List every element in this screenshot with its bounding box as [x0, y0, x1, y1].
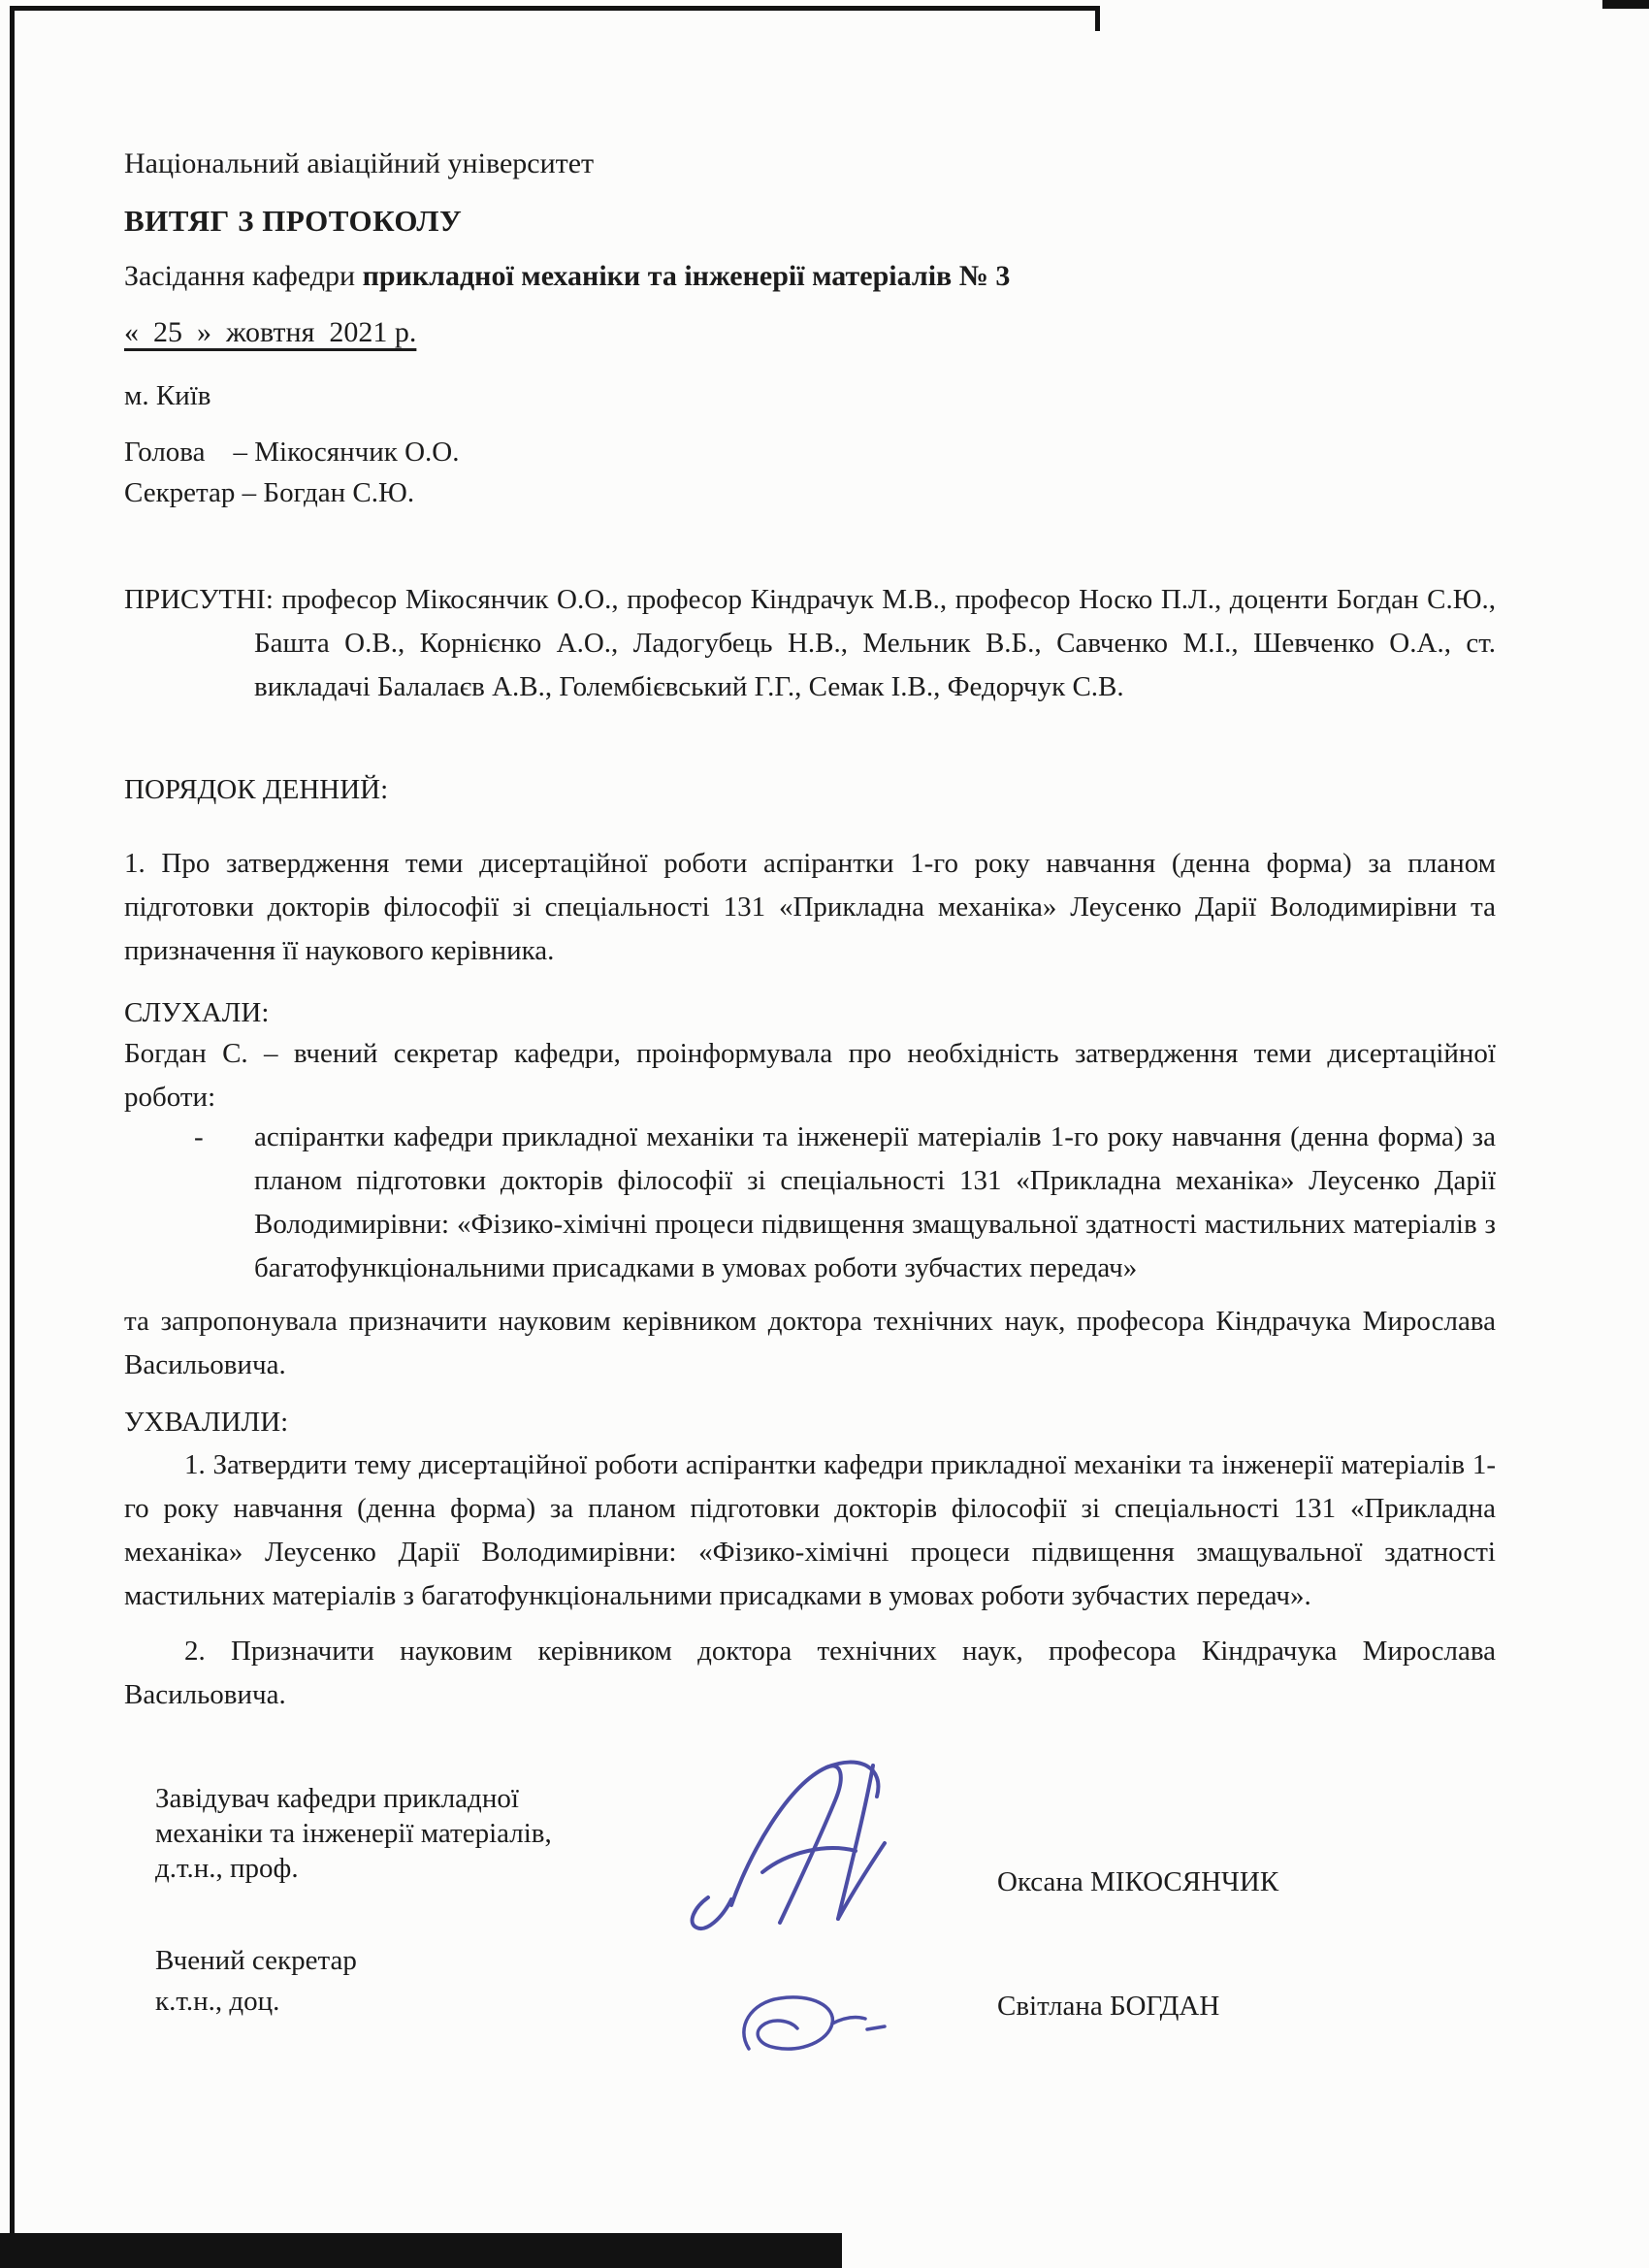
signatory-1-title [155, 1781, 552, 1886]
meeting-line [124, 260, 1010, 293]
resolved-heading: УХВАЛИЛИ: [124, 1407, 289, 1438]
heard-bullet-item [124, 1116, 1496, 1290]
scan-edge-top-right [1602, 0, 1649, 9]
resolved-item-1: 1. Затвердити тему дисертаційної роботи аспірантки кафедри прикладної механіки та інженерії матеріалів 1-го року навчання (денна форма) за планом підготовки докторів філософії зі спеціальності 131 «Прикладна механіка» Леусенко Дарії Володимирівни: «Фізико-хімічні процеси підвищення змащувальної здатності мастильних матеріалів з багатофункціональними присадками в умовах роботи зубчастих передач». [124, 1449, 1496, 1611]
scan-edge-left [10, 6, 15, 2262]
agenda-item-1: 1. Про затвердження теми дисертаційної роботи аспірантки 1-го року навчання (денна форма) за планом підготовки докторів філософії зі спеціальності 131 «Прикладна механіка» Леусенко Дарії Володимирівни та призначення її наукового керівника. [124, 848, 1496, 966]
heard-intro: Богдан С. – вчений секретар кафедри, проінформувала про необхідність затвердження теми дисертаційної роботи: [124, 1038, 1496, 1113]
document-title: ВИТЯГ З ПРОТОКОЛУ [124, 204, 463, 238]
heard-outro: та запропонувала призначити науковим керівником доктора технічних наук, професора Кіндрачука Мирослава Васильовича. [124, 1306, 1496, 1380]
secretary-line: Секретар – Богдан С.Ю. [124, 477, 415, 508]
scan-edge-top [10, 6, 1100, 11]
signatory-2-title [155, 1940, 357, 2022]
heard-bullet-text: аспірантки кафедри прикладної механіки та інженерії матеріалів 1-го року навчання (денна форма) за планом підготовки докторів філософії зі спеціальності 131 «Прикладна механіка» Леусенко Дарії Володимирівни: «Фізико-хімічні процеси підвищення змащувальної здатності мастильних матеріалів з багатофункціональними присадками в умовах роботи зубчастих передач» [254, 1121, 1496, 1283]
attendees-names: професор Мікосянчик О.О., професор Кіндрачук М.В., професор Носко П.Л., доценти Богдан С.Ю., Башта О.В., Корнієнко А.О., Ладогубець Н.В., Мельник В.Б., Савченко М.І., Шевченко О.А., ст. викладачі Балалаєв А.В., Голембієвський Г.Г., Семак І.В., Федорчук С.В. [254, 584, 1496, 702]
signatory-2-title-line-1: Вчений секретар [155, 1945, 357, 1976]
attendees-paragraph [124, 578, 1496, 709]
meeting-line-department: прикладної механіки та інженерії матеріалів № 3 [362, 260, 1011, 292]
date-line: « 25 » жовтня 2021 р. [124, 316, 417, 348]
agenda-heading: ПОРЯДОК ДЕННИЙ: [124, 774, 389, 805]
signatory-1-name: Оксана МІКОСЯНЧИК [997, 1866, 1279, 1897]
city: м. Київ [124, 380, 211, 411]
university-name: Національний авіаційний університет [124, 147, 595, 179]
resolved-item-2: 2. Призначити науковим керівником доктора технічних наук, професора Кіндрачука Мирослава Васильовича. [124, 1636, 1496, 1710]
scan-edge-bottom [0, 2233, 842, 2268]
signature-ink-mikosianchyk [679, 1752, 941, 1956]
signatory-1-title-line-2: механіки та інженерії матеріалів, [155, 1818, 552, 1849]
signatory-1-title-line-1: Завідувач кафедри прикладної [155, 1783, 519, 1814]
chair-line: Голова – Мікосянчик О.О. [124, 437, 460, 468]
attendees-label: ПРИСУТНІ: [124, 584, 274, 615]
signatory-2-name: Світлана БОГДАН [997, 1991, 1220, 2022]
signatory-2-title-line-2: к.т.н., доц. [155, 1986, 280, 2017]
bullet-dash: - [194, 1121, 204, 1152]
heard-heading: СЛУХАЛИ: [124, 997, 270, 1028]
signatory-1-title-line-3: д.т.н., проф. [155, 1853, 299, 1884]
meeting-line-prefix: Засідання кафедри [124, 260, 363, 292]
signature-ink-bogdan [720, 1987, 894, 2084]
scan-edge-top-stub [1095, 6, 1100, 31]
